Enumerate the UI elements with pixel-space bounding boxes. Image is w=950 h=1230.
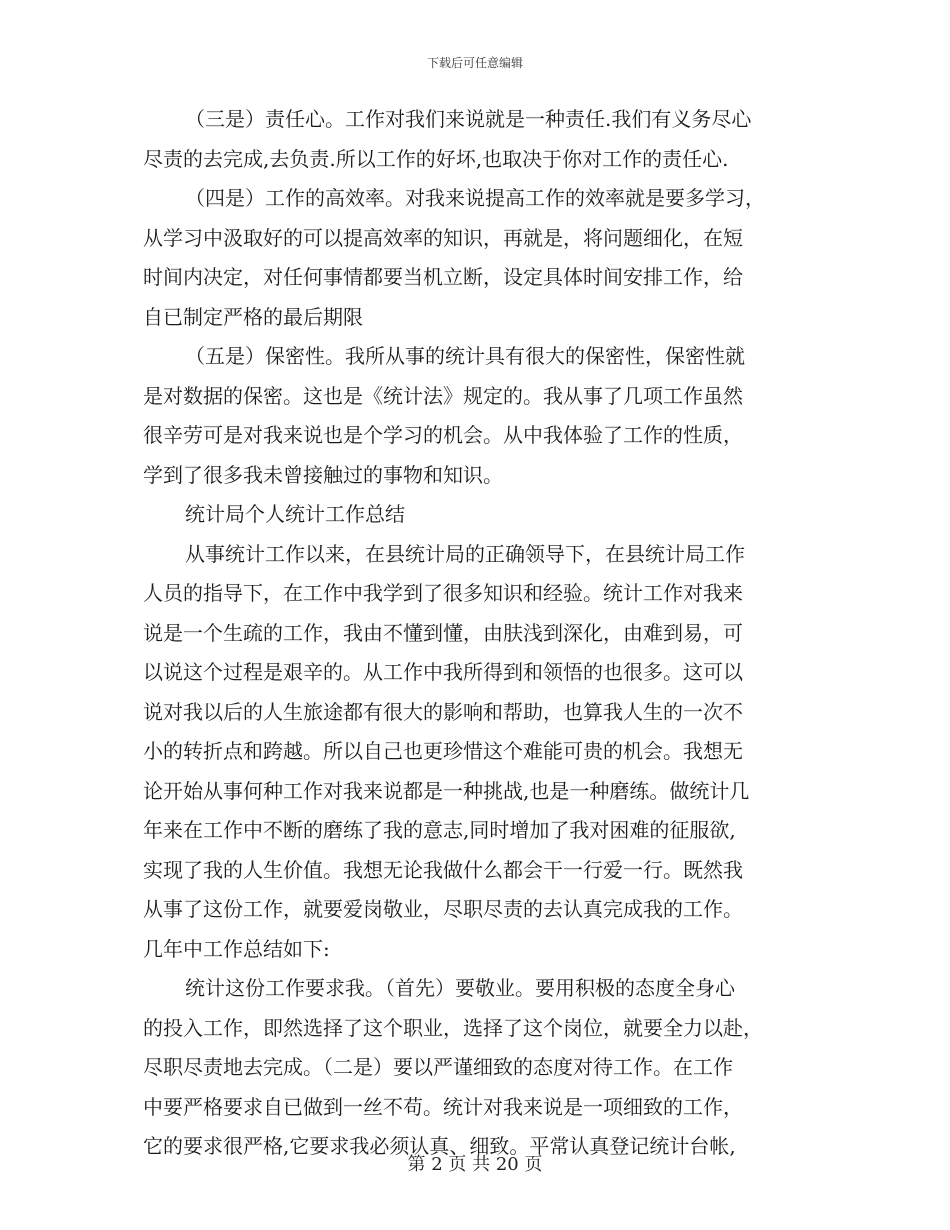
- text-line: 自已制定严格的最后期限: [143, 304, 363, 329]
- text-line: 从事了这份工作，就要爱岗敬业，尽职尽责的去认真完成我的工作。: [143, 897, 743, 921]
- text-line: 是对数据的保密。这也是《统计法》规定的。我从事了几项工作虽然: [143, 383, 743, 408]
- text-line: 年来在工作中不断的磨练了我的意志,同时增加了我对困难的征服欲,: [143, 818, 736, 842]
- text-line: 统计这份工作要求我。（首先）要敬业。要用积极的态度全身心: [185, 976, 735, 1000]
- page-header: 下载后可任意编辑: [426, 56, 523, 70]
- text-line: 时间内决定，对任何事情都要当机立断，设定具体时间安排工作，给: [143, 265, 743, 289]
- text-line: 从事统计工作以来，在县统计局的正确领导下，在县统计局工作: [185, 541, 745, 566]
- text-line: 从学习中汲取好的可以提高效率的知识，再就是，将问题细化，在短: [143, 225, 743, 250]
- text-line: （五是）保密性。我所从事的统计具有很大的保密性，保密性就: [185, 344, 745, 368]
- text-line: 以说这个过程是艰辛的。从工作中我所得到和领悟的也很多。这可以: [143, 660, 743, 684]
- text-line: 说是一个生疏的工作，我由不懂到懂，由肤浅到深化，由难到易，可: [143, 620, 743, 645]
- text-line: 它的要求很严格,它要求我必须认真、细致。平常认真登记统计台帐,: [143, 1134, 736, 1158]
- text-line: 人员的指导下，在工作中我学到了很多知识和经验。统计工作对我来: [143, 581, 743, 605]
- text-line: 尽责的去完成,去负责.所以工作的好坏,也取决于你对工作的责任心.: [143, 146, 729, 171]
- text-line: 论开始从事何种工作对我来说都是一种挑战,也是一种磨练。做统计几: [143, 778, 750, 803]
- text-line: 说对我以后的人生旅途都有很大的影响和帮助，也算我人生的一次不: [143, 699, 743, 724]
- text-line: 学到了很多我未曾接触过的事物和知识。: [143, 462, 503, 487]
- text-line: 统计局个人统计工作总结: [185, 502, 405, 526]
- text-line: （四是）工作的高效率。对我来说提高工作的效率就是要多学习，: [185, 186, 765, 210]
- text-line: 几年中工作总结如下:: [143, 936, 330, 961]
- text-line: （三是）责任心。工作对我们来说就是一种责任.我们有义务尽心: [185, 107, 752, 131]
- text-line: 尽职尽责地去完成。（二是）要以严谨细致的态度对待工作。在工作: [143, 1055, 733, 1079]
- page-number: 第 2 页 共 20 页: [407, 1154, 543, 1175]
- text-line: 很辛劳可是对我来说也是个学习的机会。从中我体验了工作的性质，: [143, 423, 743, 447]
- text-line: 小的转折点和跨越。所以自己也更珍惜这个难能可贵的机会。我想无: [143, 739, 743, 763]
- text-line: 的投入工作，即然选择了这个职业，选择了这个岗位，就要全力以赴，: [143, 1015, 763, 1040]
- text-line: 中要严格要求自已做到一丝不苟。统计对我来说是一项细致的工作，: [143, 1094, 743, 1119]
- text-line: 实现了我的人生价值。我想无论我做什么都会干一行爱一行。既然我: [143, 857, 743, 882]
- document-body: [143, 100, 808, 1167]
